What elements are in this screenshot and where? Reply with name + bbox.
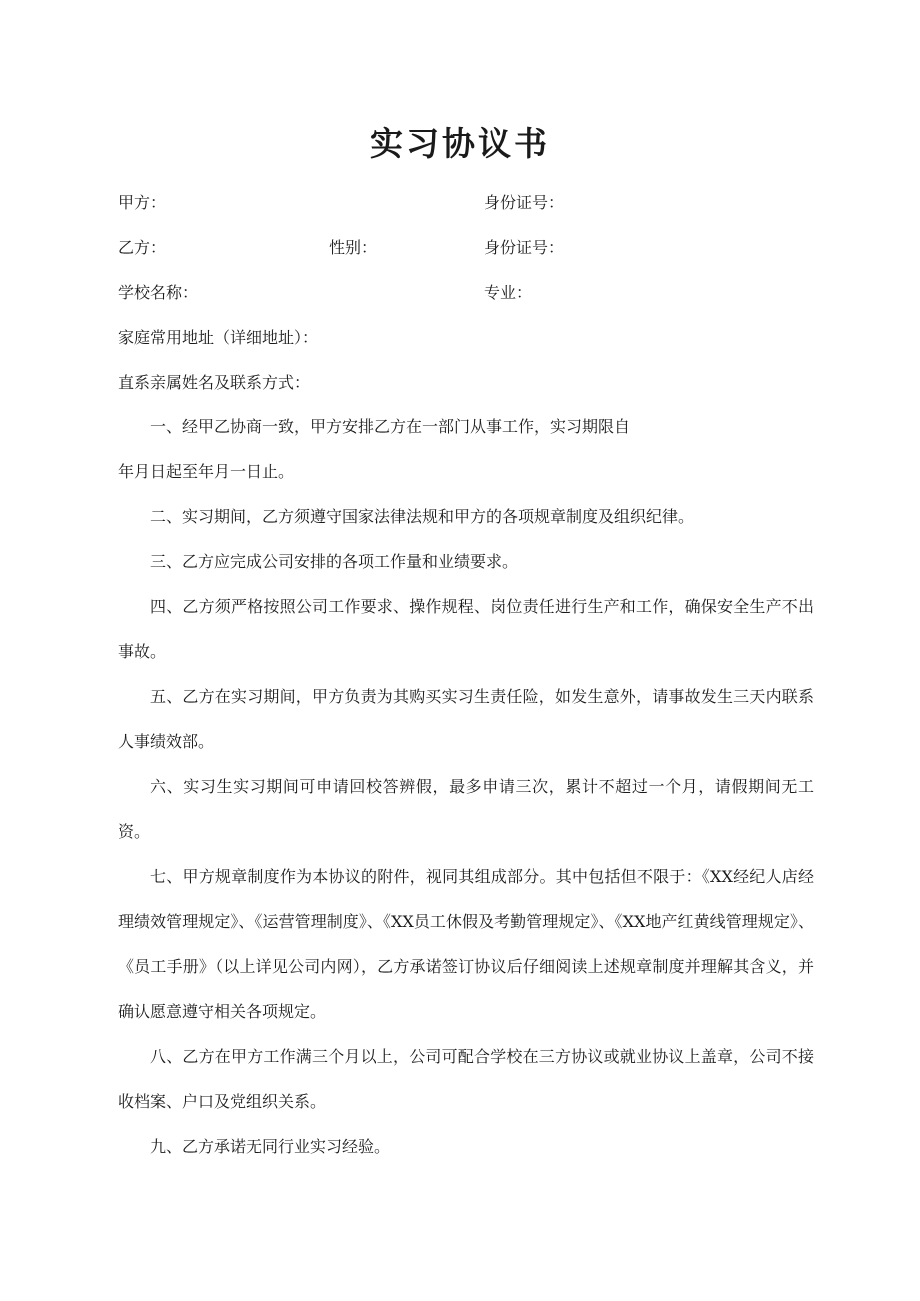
clause-4: 四、乙方须严格按照公司工作要求、操作规程、岗位责任进行生产和工作，确保安全生产不出事故。: [118, 597, 814, 661]
clause-8: 八、乙方在甲方工作满三个月以上，公司可配合学校在三方协议或就业协议上盖章，公司不接收档案、户口及党组织关系。: [118, 1047, 814, 1111]
clause-7: 七、甲方规章制度作为本协议的附件，视同其组成部分。其中包括但不限于：《XX经纪人店经理绩效管理规定》、《运营管理制度》、《XX员工休假及考勤管理规定》、《XX地产红黄线管理规定》、《员工手册》（以上详见公司内网），乙方承诺签订协议后仔细阅读上述规章制度并理解其含义，并确认愿意遵守相关各项规定。: [118, 867, 814, 1021]
clause-6: 六、实习生实习期间可申请回校答辨假，最多申请三次，累计不超过一个月，请假期间无工资。: [118, 777, 814, 841]
major-label: 专业：: [484, 283, 533, 302]
party-b-id-label: 身份证号：: [484, 238, 565, 257]
address-label: 家庭常用地址（详细地址）：: [118, 328, 319, 347]
clause-2: 二、实习期间，乙方须遵守国家法律法规和甲方的各项规章制度及组织纪律。: [150, 507, 695, 526]
relatives-label: 直系亲属姓名及联系方式：: [118, 373, 311, 392]
party-a-id-label: 身份证号：: [484, 193, 565, 212]
clause-5: 五、乙方在实习期间，甲方负责为其购买实习生责任险，如发生意外，请事故发生三天内联系人事绩效部。: [118, 687, 814, 751]
clause-9: 九、乙方承诺无同行业实习经验。: [150, 1137, 391, 1156]
page-title: 实习协议书: [370, 124, 550, 163]
school-label: 学校名称：: [118, 283, 199, 302]
clause-1-continued: 年月日起至年月一日止。: [118, 462, 295, 481]
party-b-label: 乙方：: [118, 238, 167, 257]
gender-label: 性别：: [329, 238, 378, 257]
clause-1: 一、经甲乙协商一致，甲方安排乙方在一部门从事工作，实习期限自: [150, 417, 631, 436]
clause-3: 三、乙方应完成公司安排的各项工作量和业绩要求。: [150, 552, 519, 571]
party-a-label: 甲方：: [118, 193, 167, 212]
